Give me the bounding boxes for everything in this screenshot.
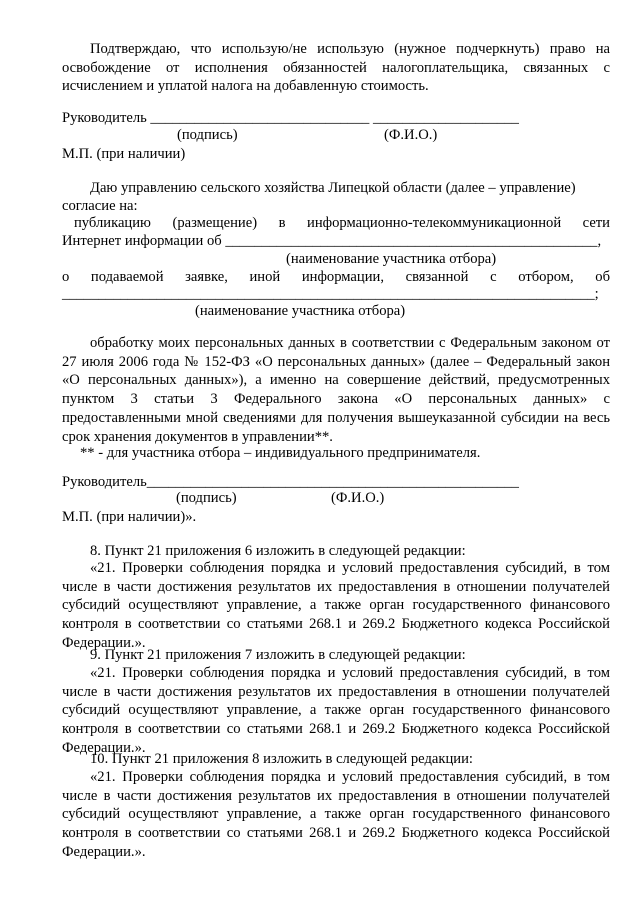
signature-caption: (подпись) [177, 127, 238, 143]
consent-publication: публикацию (размещение) в информационно-телекоммуникационной сети [74, 215, 610, 231]
amendment-heading: 10. Пункт 21 приложения 8 изложить в следующей редакции: [90, 751, 473, 767]
amendment-text: «21. Проверки соблюдения порядка и условий предоставления субсидий, в том числе в части достижения результатов их предоставления в отношении получателей субсидий осуществляют управление, а также орган государственного финансового контроля в соответствии со статьями 268.1 и 269.2 Бюджетного кодекса Российской Федерации.». [62, 769, 610, 860]
consent-intro: Даю управлению сельского хозяйства Липецкой области (далее – управление) [90, 180, 576, 196]
participant-name-blank: _________________________________________________________________________; [62, 286, 599, 302]
amendment-heading: 8. Пункт 21 приложения 6 изложить в следующей редакции: [90, 543, 466, 559]
amendment-heading: 9. Пункт 21 приложения 7 изложить в следующей редакции: [90, 647, 466, 663]
vat-exemption-statement: Подтверждаю, что использую/не использую (нужное подчеркнуть) право на освобождение от исполнения обязанностей налогоплательщика, связанных с исчислением и уплатой налога на добавленную стоимость. [62, 41, 610, 95]
footnote: ** - для участника отбора – индивидуального предпринимателя. [80, 445, 481, 461]
participant-name-caption: (наименование участника отбора) [286, 251, 497, 267]
amendment-text: «21. Проверки соблюдения порядка и условий предоставления субсидий, в том числе в части достижения результатов их предоставления в отношении получателей субсидий осуществляют управление, а также орган государственного финансового контроля в соответствии со статьями 268.1 и 269.2 Бюджетного кодекса Российской Федерации.». [62, 560, 610, 651]
head-signature-line: Руководитель___________________________________________________ [62, 474, 519, 490]
stamp-note: М.П. (при наличии)». [62, 509, 197, 525]
stamp-note: М.П. (при наличии) [62, 146, 186, 162]
consent-about-application: о подаваемой заявке, иной информации, связанной с отбором, об [62, 269, 610, 285]
participant-name-caption: (наименование участника отбора) [195, 303, 406, 319]
full-name-caption: (Ф.И.О.) [384, 127, 438, 143]
personal-data-consent: обработку моих персональных данных в соответствии с Федеральным законом от 27 июля 2006 года № 152-ФЗ «О персональных данных» (далее – Федеральный закон «О персональных данных»), а именно на совершение действий, предусмотренных пунктом 3 статьи 3 Федерального закона «О персональных данных» с предоставленными мной сведениями для получения вышеуказанной субсидии на весь срок хранения документов в управлении**. [62, 335, 610, 445]
signature-caption: (подпись) [176, 490, 237, 506]
full-name-caption: (Ф.И.О.) [331, 490, 385, 506]
amendment-text: «21. Проверки соблюдения порядка и условий предоставления субсидий, в том числе в части достижения результатов их предоставления в отношении получателей субсидий осуществляют управление, а также орган государственного финансового контроля в соответствии со статьями 268.1 и 269.2 Бюджетного кодекса Российской Федерации.». [62, 665, 610, 756]
consent-to: согласие на: [62, 198, 138, 214]
head-signature-line: Руководитель ______________________________ ____________________ [62, 110, 519, 126]
consent-internet-line: Интернет информации об ___________________________________________________, [62, 233, 602, 249]
